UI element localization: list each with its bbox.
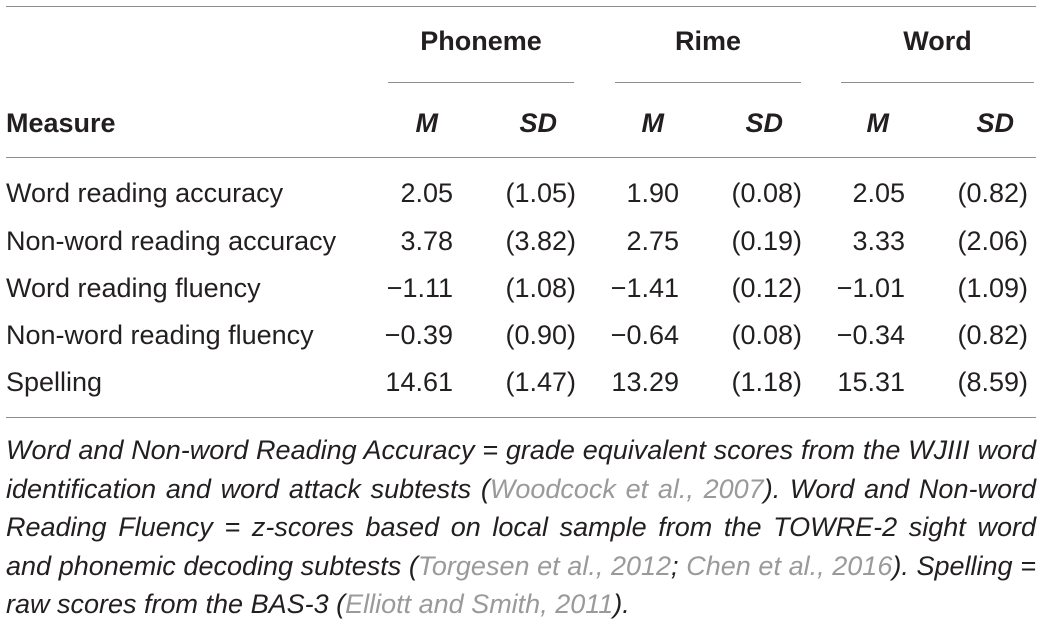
row-label: Non-word reading accuracy <box>6 226 337 256</box>
cell-value: 3.78 <box>400 226 453 256</box>
citation-link[interactable]: Torgesen et al., 2012 <box>417 550 672 581</box>
cell-value: (1.18) <box>731 367 802 397</box>
row-label: Word reading fluency <box>6 273 261 303</box>
rime-underline <box>615 82 801 83</box>
cell-value: 3.33 <box>852 226 905 256</box>
cell-value: −0.64 <box>610 320 679 350</box>
cell-value: (1.05) <box>505 178 576 208</box>
cell-value: (0.19) <box>731 226 802 256</box>
stat-header-m: M <box>415 108 438 138</box>
group-header-rime: Rime <box>674 26 742 56</box>
phoneme-underline <box>388 82 574 83</box>
cell-value: 15.31 <box>837 367 905 397</box>
cell-value: 13.29 <box>611 367 679 397</box>
cell-value: 2.05 <box>400 178 453 208</box>
stat-header-sd: SD <box>745 108 783 138</box>
bottom-rule <box>6 417 1036 418</box>
cell-value: 14.61 <box>385 367 453 397</box>
row-label: Spelling <box>6 367 103 397</box>
measure-header: Measure <box>6 108 116 138</box>
group-header-word: Word <box>903 26 972 56</box>
stat-header-m: M <box>866 108 889 138</box>
citation-link[interactable]: Chen et al., 2016 <box>686 550 893 581</box>
cell-value: 2.05 <box>852 178 905 208</box>
cell-value: (2.06) <box>957 226 1028 256</box>
citation-link[interactable]: Woodcock et al., 2007 <box>489 473 764 504</box>
footnote-text: Word and Non-word Reading Accuracy = grade equivalent scores from the WJIII word identification and word attack subtests ( <box>6 435 1036 504</box>
cell-value: −1.01 <box>836 273 905 303</box>
stat-header-sd: SD <box>976 108 1014 138</box>
cell-value: −0.34 <box>836 320 905 350</box>
cell-value: −1.11 <box>386 273 453 303</box>
footnote-text: ; <box>671 550 687 581</box>
cell-value: (8.59) <box>957 367 1028 397</box>
citation-link[interactable]: Elliott and Smith, 2011 <box>345 589 614 619</box>
cell-value: 2.75 <box>626 226 679 256</box>
cell-value: (0.90) <box>505 320 576 350</box>
footnote-text: ). Word and Non-word Reading Fluency = z-scores based on local sample from the TOWRE-2 sight word and phonemic decoding subtests ( <box>6 473 1036 581</box>
group-header-phoneme: Phoneme <box>420 26 542 56</box>
cell-value: −1.41 <box>610 273 679 303</box>
cell-value: (0.82) <box>957 178 1028 208</box>
cell-value: (1.47) <box>505 367 576 397</box>
stat-header-sd: SD <box>519 108 557 138</box>
cell-value: (1.09) <box>957 273 1028 303</box>
word-underline <box>841 82 1034 83</box>
table-footnote <box>6 431 1036 624</box>
header-rule <box>6 157 1036 158</box>
footnote-text: ). <box>613 589 630 619</box>
footnote-text: ). Spelling = raw scores from the BAS-3 ( <box>6 550 1036 619</box>
cell-value: (0.08) <box>731 178 802 208</box>
cell-value: −0.39 <box>384 320 453 350</box>
cell-value: (1.08) <box>505 273 576 303</box>
stat-header-m: M <box>641 108 664 138</box>
cell-value: (0.08) <box>731 320 802 350</box>
row-label: Non-word reading fluency <box>6 320 314 350</box>
cell-value: (0.82) <box>957 320 1028 350</box>
top-rule <box>6 6 1036 7</box>
cell-value: (3.82) <box>505 226 576 256</box>
row-label: Word reading accuracy <box>6 178 284 208</box>
cell-value: (0.12) <box>731 273 802 303</box>
cell-value: 1.90 <box>626 178 679 208</box>
